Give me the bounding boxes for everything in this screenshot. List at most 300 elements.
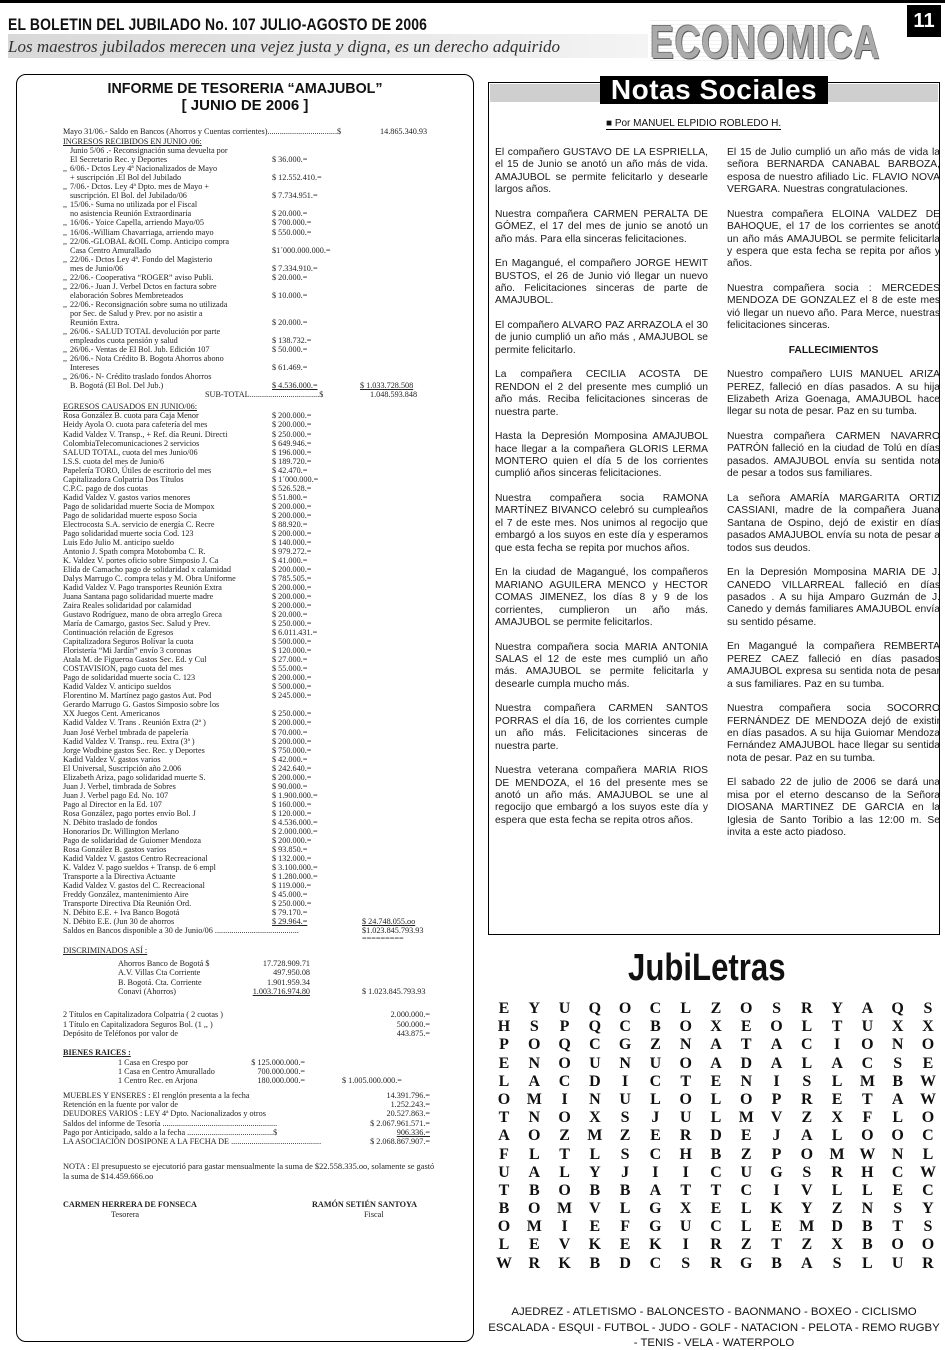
wordsearch-letter[interactable]: A — [801, 1127, 813, 1145]
wordsearch-letter[interactable]: S — [893, 1054, 903, 1072]
wordsearch-letter[interactable]: O — [679, 1090, 692, 1108]
expense-amount: $ 189.720.= — [272, 456, 312, 466]
wordsearch-letter[interactable]: U — [861, 1018, 874, 1036]
wordsearch-letter[interactable]: I — [561, 1218, 568, 1236]
expense-desc: Juan J. Verbel, timbrada de Sobres — [63, 781, 176, 791]
wordsearch-letter[interactable]: O — [740, 1000, 753, 1017]
wordsearch-letter[interactable]: L — [801, 1054, 813, 1072]
expense-row — [0, 854, 480, 863]
wordsearch-letter[interactable]: N — [861, 1200, 874, 1218]
wordsearch-letter[interactable]: L — [559, 1163, 570, 1181]
wordsearch-letter[interactable]: S — [893, 1200, 903, 1218]
wordsearch-letter[interactable]: C — [619, 1018, 631, 1036]
expense-row — [0, 908, 480, 917]
wordsearch-letter[interactable]: C — [649, 1254, 662, 1272]
wordsearch-letter[interactable]: O — [740, 1090, 753, 1108]
expense-amount: $ 649.946.= — [272, 438, 312, 448]
wordsearch-letter[interactable]: G — [740, 1254, 753, 1272]
wordsearch-letter[interactable]: Z — [650, 1036, 661, 1054]
wordsearch-letter[interactable]: C — [710, 1218, 722, 1236]
wordsearch-letter[interactable]: T — [680, 1181, 692, 1199]
income-amount: $ 12.552.410.= — [272, 173, 322, 183]
wordsearch-letter[interactable]: B — [589, 1181, 601, 1199]
wordsearch-letter[interactable]: R — [710, 1254, 722, 1272]
wordsearch-letter[interactable]: Q — [588, 1000, 602, 1017]
wordsearch-letter[interactable]: T — [740, 1036, 752, 1054]
wordsearch-letter[interactable]: I — [561, 1090, 568, 1108]
wordsearch-letter[interactable]: B — [528, 1181, 540, 1199]
income-amount: $ 700.000.= — [272, 218, 312, 228]
opening-value: 14.865.340.93 — [380, 127, 428, 136]
wordsearch-letter[interactable]: Y — [589, 1163, 601, 1181]
wordsearch-letter[interactable]: N — [528, 1109, 541, 1127]
wordsearch-letter[interactable]: B — [589, 1254, 601, 1272]
wordsearch-letter[interactable]: O — [921, 1109, 935, 1127]
income-row — [0, 372, 480, 381]
wordsearch-letter[interactable]: Y — [922, 1200, 934, 1218]
wordsearch-letter[interactable]: X — [831, 1236, 843, 1254]
wordsearch-letter[interactable]: Z — [801, 1236, 813, 1254]
breakdown-desc: Ahorros Banco de Bogotá $ — [118, 959, 210, 969]
wordsearch-letter[interactable]: S — [529, 1018, 539, 1036]
wordsearch-letter[interactable]: T — [831, 1018, 843, 1036]
wordsearch-letter[interactable]: O — [528, 1127, 541, 1145]
wordsearch-letter[interactable]: M — [526, 1090, 542, 1108]
wordsearch-letter[interactable]: U — [679, 1218, 692, 1236]
wordsearch-letter[interactable]: O — [558, 1109, 571, 1127]
wordsearch-letter[interactable]: O — [528, 1036, 541, 1054]
wordsearch-letter[interactable]: L — [831, 1181, 843, 1199]
wordsearch-letter[interactable]: U — [558, 1000, 571, 1017]
wordsearch-letter[interactable]: L — [740, 1218, 752, 1236]
wordsearch-letter[interactable]: T — [680, 1072, 692, 1090]
wordsearch-letter[interactable]: S — [772, 1000, 781, 1017]
expense-row — [0, 917, 480, 926]
income-amount: $ 10.000.= — [272, 290, 308, 300]
wordsearch-letter[interactable]: Q — [891, 1000, 904, 1017]
notes-right-column — [727, 147, 940, 852]
wordsearch-letter[interactable]: J — [772, 1127, 781, 1145]
wordsearch-letter[interactable]: S — [923, 1218, 933, 1236]
expense-desc: Kadid Valdez V. Transp., + Ref. día Reuni. Directi — [63, 429, 228, 439]
income-amount: $ 550.000.= — [272, 227, 312, 237]
wordsearch-letter[interactable]: S — [681, 1254, 691, 1272]
wordsearch-letter[interactable]: A — [710, 1036, 722, 1054]
wordsearch-letter[interactable]: C — [801, 1036, 813, 1054]
wordsearch-letter[interactable]: K — [558, 1254, 571, 1272]
wordsearch-letter[interactable]: S — [620, 1145, 630, 1163]
income-amount: $ 20.000.= — [272, 209, 308, 219]
wordsearch-letter[interactable]: C — [649, 1145, 662, 1163]
wordsearch-letter[interactable]: L — [922, 1145, 934, 1163]
closing-label: Saldos en Bancos disponible a 30 de Junio/06 ......................................... — [63, 926, 299, 936]
wordsearch-letter[interactable]: Q — [558, 1036, 571, 1054]
wordsearch-letter[interactable]: X — [679, 1200, 692, 1218]
wordsearch-letter[interactable]: D — [589, 1072, 601, 1090]
wordsearch-letter[interactable]: C — [710, 1163, 722, 1181]
wordsearch-letter[interactable]: I — [833, 1036, 841, 1054]
expense-amount: $ 4.536.000.= — [272, 817, 318, 827]
wordsearch-letter[interactable]: O — [558, 1181, 571, 1199]
wordsearch-letter[interactable]: O — [497, 1090, 511, 1108]
wordsearch-letter[interactable]: V — [770, 1109, 783, 1127]
wordsearch-letter[interactable]: O — [679, 1054, 692, 1072]
wordsearch-letter[interactable]: Z — [801, 1109, 813, 1127]
wordsearch-letter[interactable]: L — [831, 1072, 843, 1090]
wordsearch-letter[interactable]: C — [649, 1072, 662, 1090]
wordsearch-letter[interactable]: C — [649, 1000, 662, 1017]
expense-amount: $ 88.920.= — [272, 519, 308, 529]
expense-amount: $ 42.000.= — [272, 754, 308, 764]
wordsearch-letter[interactable]: H — [497, 1018, 511, 1036]
wordsearch-letter[interactable]: O — [861, 1127, 874, 1145]
wordsearch-letter[interactable]: R — [528, 1254, 541, 1272]
wordsearch-letter[interactable]: Z — [559, 1127, 570, 1145]
income-prefix: ,, — [63, 327, 68, 337]
wordsearch-letter[interactable]: L — [740, 1200, 752, 1218]
wordsearch-letter[interactable]: E — [831, 1090, 843, 1108]
property-desc: 1 Centro Rec. en Arjona — [118, 1076, 198, 1086]
wordsearch-letter[interactable]: N — [679, 1036, 692, 1054]
wordsearch-letter[interactable]: U — [649, 1054, 662, 1072]
wordsearch-letter[interactable]: D — [619, 1254, 631, 1272]
wordsearch-letter[interactable]: R — [710, 1236, 722, 1254]
wordsearch-letter[interactable]: H — [861, 1163, 874, 1181]
expense-row — [0, 439, 480, 448]
wordsearch-letter[interactable]: N — [891, 1036, 904, 1054]
wordsearch-letter[interactable]: E — [528, 1236, 540, 1254]
wordsearch-letter[interactable]: R — [679, 1127, 692, 1145]
wordsearch-letter[interactable]: S — [620, 1109, 630, 1127]
wordsearch-letter[interactable]: I — [622, 1072, 629, 1090]
expense-desc: I.S.S. cuota del mes de Junio/6 — [63, 456, 164, 466]
wordsearch-letter[interactable]: I — [773, 1181, 780, 1199]
wordsearch-letter[interactable]: G — [649, 1218, 662, 1236]
wordsearch-letter[interactable]: O — [770, 1018, 783, 1036]
wordsearch-letter[interactable]: E — [710, 1072, 722, 1090]
expense-amount: $ 45.000.= — [272, 890, 308, 900]
wordsearch-letter[interactable]: T — [771, 1236, 782, 1254]
wordsearch-letter[interactable]: W — [919, 1163, 936, 1181]
expense-row — [0, 728, 480, 737]
wordsearch-letter[interactable]: E — [589, 1218, 601, 1236]
wordsearch-letter[interactable]: Z — [619, 1127, 631, 1145]
wordsearch-letter[interactable]: S — [802, 1163, 812, 1181]
wordsearch-letter[interactable]: L — [710, 1090, 722, 1108]
wordsearch-letter[interactable]: S — [832, 1254, 842, 1272]
wordsearch-letter[interactable]: N — [528, 1054, 541, 1072]
expense-row — [0, 664, 480, 673]
wordsearch-letter[interactable]: E — [498, 1000, 510, 1017]
breakdown-amount: 1.003.716.974.80 — [252, 987, 310, 997]
wordsearch-letter[interactable]: C — [891, 1163, 904, 1181]
wordsearch-letter[interactable]: M — [859, 1072, 875, 1090]
expense-amount: $ 200.000.= — [272, 673, 312, 683]
expense-amount: $ 29.964.= — [272, 917, 308, 927]
wordsearch-letter[interactable]: W — [919, 1072, 936, 1090]
wordsearch-letter[interactable]: T — [498, 1109, 510, 1127]
wordsearch-letter[interactable]: C — [558, 1072, 571, 1090]
wordsearch-letter[interactable]: F — [862, 1109, 873, 1127]
expense-row — [0, 899, 480, 908]
wordsearch-letter[interactable]: T — [892, 1218, 903, 1236]
wordsearch-letter[interactable]: P — [559, 1018, 570, 1036]
wordsearch-letter[interactable]: M — [738, 1109, 754, 1127]
wordsearch-letter[interactable]: G — [618, 1036, 632, 1054]
wordsearch-letter[interactable]: J — [651, 1109, 660, 1127]
wordsearch-letter[interactable]: L — [680, 1000, 692, 1017]
wordsearch-letter[interactable]: A — [528, 1072, 541, 1090]
wordsearch-letter[interactable]: C — [589, 1036, 601, 1054]
wordsearch-letter[interactable]: P — [771, 1145, 782, 1163]
wordsearch-letter[interactable]: T — [498, 1181, 510, 1199]
wordsearch-letter[interactable]: E — [710, 1200, 722, 1218]
wordsearch-letter[interactable]: O — [861, 1036, 874, 1054]
wordsearch-letter[interactable]: L — [710, 1109, 722, 1127]
wordsearch-grid — [490, 1000, 942, 1273]
wordsearch-letter[interactable]: M — [557, 1200, 573, 1218]
wordsearch-letter[interactable]: R — [831, 1163, 843, 1181]
wordsearch-letter[interactable]: A — [801, 1254, 813, 1272]
income-row — [0, 318, 480, 327]
income-desc: 22/06.- Reconsignación sobre suma no utilizada — [70, 299, 228, 309]
wordsearch-letter[interactable]: M — [829, 1145, 845, 1163]
expense-amount: $ 200.000.= — [272, 835, 312, 845]
wordsearch-letter[interactable]: E — [771, 1218, 782, 1236]
report-note: NOTA : El presupuesto se ejecutorió para gastar mensualmente la suma de $22.558.335.oo, solamente se gastó la suma de $14.459.666.oo — [63, 1162, 435, 1182]
wordsearch-letter[interactable]: W — [919, 1090, 936, 1108]
wordsearch-letter[interactable]: O — [891, 1127, 904, 1145]
wordsearch-letter[interactable]: O — [679, 1018, 692, 1036]
expense-desc: Kadid Valdez V. Pago transportes Reunión Extra — [63, 583, 222, 593]
wordsearch-letter[interactable]: E — [740, 1127, 752, 1145]
wordsearch-letter[interactable]: I — [652, 1163, 659, 1181]
subtotal-row — [0, 390, 480, 399]
property-row — [0, 1067, 480, 1076]
wordsearch-letter[interactable]: I — [773, 1072, 780, 1090]
byline: ■ Por MANUEL ELPIDIO ROBLEDO H. — [606, 118, 782, 129]
wordsearch-letter[interactable]: L — [862, 1254, 873, 1272]
wordsearch-letter[interactable]: L — [619, 1200, 631, 1218]
expense-row — [0, 430, 480, 439]
expense-desc: Zaira Reales solidaridad por calamidad — [63, 601, 192, 611]
wordsearch-letter[interactable]: L — [589, 1145, 601, 1163]
wordsearch-row — [490, 1182, 942, 1200]
wordsearch-letter[interactable]: E — [498, 1054, 510, 1072]
wordsearch-letter[interactable]: A — [770, 1054, 783, 1072]
wordsearch-letter[interactable]: X — [891, 1018, 904, 1036]
wordsearch-letter[interactable]: Z — [831, 1200, 843, 1218]
wordsearch-letter[interactable]: L — [831, 1127, 843, 1145]
wordsearch-row — [490, 1073, 942, 1091]
wordsearch-letter[interactable]: F — [499, 1145, 509, 1163]
wordsearch-words: AJEDREZ - ATLETISMO - BALONCESTO - BAONMANO - BOXEO - CICLISMO ESCALADA - ESQUI - FUTBOL - JUDO - GOLF - NATACION - PELOTA - REMO RUGBY - TENIS - VELA - WATERPOLO — [488, 1306, 940, 1349]
wordsearch-letter[interactable]: R — [801, 1090, 813, 1108]
wordsearch-letter[interactable]: A — [861, 1000, 874, 1017]
wordsearch-letter[interactable]: O — [497, 1218, 511, 1236]
wordsearch-letter[interactable]: D — [710, 1127, 722, 1145]
wordsearch-letter[interactable]: L — [892, 1109, 903, 1127]
wordsearch-letter[interactable]: Z — [740, 1236, 752, 1254]
wordsearch-letter[interactable]: X — [831, 1109, 843, 1127]
wordsearch-letter[interactable]: V — [589, 1200, 601, 1218]
income-row — [0, 264, 480, 273]
wordsearch-letter[interactable]: L — [528, 1145, 540, 1163]
wordsearch-letter[interactable]: V — [801, 1181, 813, 1199]
wordsearch-letter[interactable]: L — [862, 1181, 873, 1199]
wordsearch-letter[interactable]: U — [891, 1254, 904, 1272]
wordsearch-letter[interactable]: O — [891, 1236, 904, 1254]
wordsearch-letter[interactable]: T — [862, 1090, 873, 1108]
wordsearch-letter[interactable]: Z — [710, 1000, 722, 1017]
wordsearch-letter[interactable]: G — [649, 1200, 662, 1218]
wordsearch-letter[interactable]: G — [770, 1163, 783, 1181]
expense-amount: $ 200.000.= — [272, 528, 312, 538]
expense-amount: $ 200.000.= — [272, 772, 312, 782]
wordsearch-letter[interactable]: W — [859, 1145, 876, 1163]
wordsearch-letter[interactable]: C — [922, 1127, 934, 1145]
expense-row — [0, 863, 480, 872]
wordsearch-letter[interactable]: N — [740, 1072, 753, 1090]
wordsearch-letter[interactable]: A — [831, 1054, 843, 1072]
wordsearch-letter[interactable]: I — [682, 1163, 689, 1181]
wordsearch-letter[interactable]: T — [559, 1145, 570, 1163]
wordsearch-letter[interactable]: B — [619, 1181, 631, 1199]
wordsearch-letter[interactable]: A — [528, 1163, 541, 1181]
wordsearch-letter[interactable]: Z — [740, 1145, 752, 1163]
income-desc: 16/06.- Yoice Capella, arriendo Mayo/05 — [70, 218, 204, 228]
wordsearch-letter[interactable]: O — [800, 1145, 814, 1163]
wordsearch-letter[interactable]: P — [499, 1036, 509, 1054]
notes-left-column — [495, 147, 708, 839]
wordsearch-letter[interactable]: O — [921, 1236, 935, 1254]
wordsearch-letter[interactable]: M — [526, 1218, 542, 1236]
wordsearch-letter[interactable]: P — [771, 1090, 782, 1108]
wordsearch-letter[interactable]: R — [922, 1254, 934, 1272]
wordsearch-letter[interactable]: L — [650, 1090, 661, 1108]
wordsearch-letter[interactable]: A — [649, 1181, 662, 1199]
expense-amount: $ 785.505.= — [272, 573, 312, 583]
misc-row — [0, 1091, 480, 1100]
expense-row — [0, 773, 480, 782]
expense-desc: El Universal, Suscripción año 2.006 — [63, 763, 182, 773]
wordsearch-letter[interactable]: C — [861, 1054, 874, 1072]
wordsearch-letter[interactable]: B — [650, 1018, 661, 1036]
wordsearch-letter[interactable]: Y — [831, 1000, 843, 1017]
wordsearch-letter[interactable]: O — [528, 1200, 541, 1218]
wordsearch-letter[interactable]: E — [922, 1054, 934, 1072]
wordsearch-letter[interactable]: B — [862, 1236, 873, 1254]
expense-amount: $ 3.100.000.= — [272, 862, 318, 872]
wordsearch-letter[interactable]: S — [802, 1072, 812, 1090]
wordsearch-letter[interactable]: L — [498, 1072, 510, 1090]
wordsearch-letter[interactable]: T — [710, 1181, 722, 1199]
obituary-note: Nuestro compañero LUIS MANUEL ARIZA PEREZ, falleció en días pasados. A su hija Elizabeth Ariza Goenaga, AMAJUBOL hace llegar su nota de pesar. Paz en su tumba. — [727, 369, 940, 418]
wordsearch-letter[interactable]: U — [589, 1054, 601, 1072]
wordsearch-letter[interactable]: A — [891, 1090, 904, 1108]
wordsearch-letter[interactable]: X — [922, 1018, 934, 1036]
wordsearch-letter[interactable]: U — [619, 1090, 631, 1108]
wordsearch-letter[interactable]: Y — [801, 1200, 813, 1218]
wordsearch-letter[interactable]: L — [498, 1236, 510, 1254]
expense-amount: $ 1.900.000.= — [272, 790, 318, 800]
wordsearch-letter[interactable]: N — [619, 1054, 631, 1072]
wordsearch-letter[interactable]: F — [620, 1218, 631, 1236]
wordsearch-letter[interactable]: S — [923, 1000, 933, 1017]
wordsearch-letter[interactable]: A — [498, 1127, 510, 1145]
wordsearch-letter[interactable]: K — [649, 1236, 662, 1254]
misc-desc: Pago por Anticipado, saldo a la fecha ..........................................$ — [63, 1127, 278, 1137]
social-note: Nuestra veterana compañera MARIA RIOS DE MENDOZA, el 16 del presente mes se anotó un año más. AMAJUBOL se une al regocijo que embargó a los suyos este día y espera que esta fecha se repita otros años. — [495, 765, 708, 826]
wordsearch-letter[interactable]: O — [921, 1036, 935, 1054]
wordsearch-letter[interactable]: Q — [588, 1018, 602, 1036]
income-row — [0, 282, 480, 291]
wordsearch-letter[interactable]: D — [831, 1218, 843, 1236]
wordsearch-letter[interactable]: O — [558, 1054, 571, 1072]
wordsearch-letter[interactable]: K — [588, 1236, 602, 1254]
wordsearch-letter[interactable]: M — [587, 1127, 603, 1145]
wordsearch-letter[interactable]: R — [801, 1000, 813, 1017]
wordsearch-letter[interactable]: M — [799, 1218, 815, 1236]
wordsearch-letter[interactable]: D — [740, 1054, 753, 1072]
wordsearch-letter[interactable]: A — [770, 1036, 783, 1054]
expense-amount: $ 750.000.= — [272, 745, 312, 755]
property-header — [0, 1048, 480, 1057]
wordsearch-letter[interactable]: O — [618, 1000, 632, 1017]
income-row — [0, 164, 480, 173]
wordsearch-letter[interactable]: Y — [528, 1000, 541, 1017]
wordsearch-letter[interactable]: B — [710, 1145, 722, 1163]
wordsearch-letter[interactable]: N — [589, 1090, 601, 1108]
expense-row — [0, 836, 480, 845]
wordsearch-letter[interactable]: B — [771, 1254, 782, 1272]
wordsearch-letter[interactable]: J — [621, 1163, 630, 1181]
wordsearch-letter[interactable]: N — [891, 1145, 904, 1163]
misc-amount: 906.336.= — [396, 1127, 430, 1137]
section-title: ECONOMICA — [650, 16, 881, 68]
wordsearch-letter[interactable]: U — [679, 1109, 692, 1127]
breakdown-header — [0, 946, 480, 955]
wordsearch-letter[interactable]: A — [710, 1054, 722, 1072]
wordsearch-letter[interactable]: H — [679, 1145, 692, 1163]
wordsearch-letter[interactable]: B — [862, 1218, 873, 1236]
wordsearch-letter[interactable]: B — [892, 1072, 903, 1090]
wordsearch-letter[interactable]: C — [922, 1181, 934, 1199]
social-note: Nuestra compañera CARMEN PERALTA DE GÓMEZ, el 17 del mes de junio se anotó un año más. Para ella sinceras felicitaciones. — [495, 208, 708, 245]
expense-desc: Kadid Valdez V. gastos Centro Recreacional — [63, 853, 208, 863]
wordsearch-letter[interactable]: E — [650, 1127, 661, 1145]
expense-row — [0, 484, 480, 493]
wordsearch-letter[interactable]: E — [740, 1018, 752, 1036]
income-prefix: ,, — [63, 254, 68, 264]
wordsearch-letter[interactable]: X — [710, 1018, 722, 1036]
wordsearch-letter[interactable]: K — [770, 1200, 783, 1218]
wordsearch-letter[interactable]: U — [740, 1163, 753, 1181]
wordsearch-letter[interactable]: L — [801, 1018, 813, 1036]
wordsearch-letter[interactable]: W — [496, 1254, 512, 1272]
breakdown-desc: Conavi (Ahorros) — [118, 987, 176, 997]
wordsearch-letter[interactable]: X — [589, 1109, 601, 1127]
wordsearch-letter[interactable]: E — [619, 1236, 631, 1254]
wordsearch-letter[interactable]: E — [892, 1181, 903, 1199]
wordsearch-letter[interactable]: C — [740, 1181, 753, 1199]
wordsearch-letter[interactable]: I — [682, 1236, 689, 1254]
expense-desc: Kadid Valdez V. Transp.. reu. Extra (3ª ) — [63, 736, 195, 746]
wordsearch-letter[interactable]: U — [498, 1163, 510, 1181]
expense-amount: $ 41.000.= — [272, 555, 308, 565]
wordsearch-letter[interactable]: B — [498, 1200, 510, 1218]
wordsearch-letter[interactable]: V — [558, 1236, 571, 1254]
